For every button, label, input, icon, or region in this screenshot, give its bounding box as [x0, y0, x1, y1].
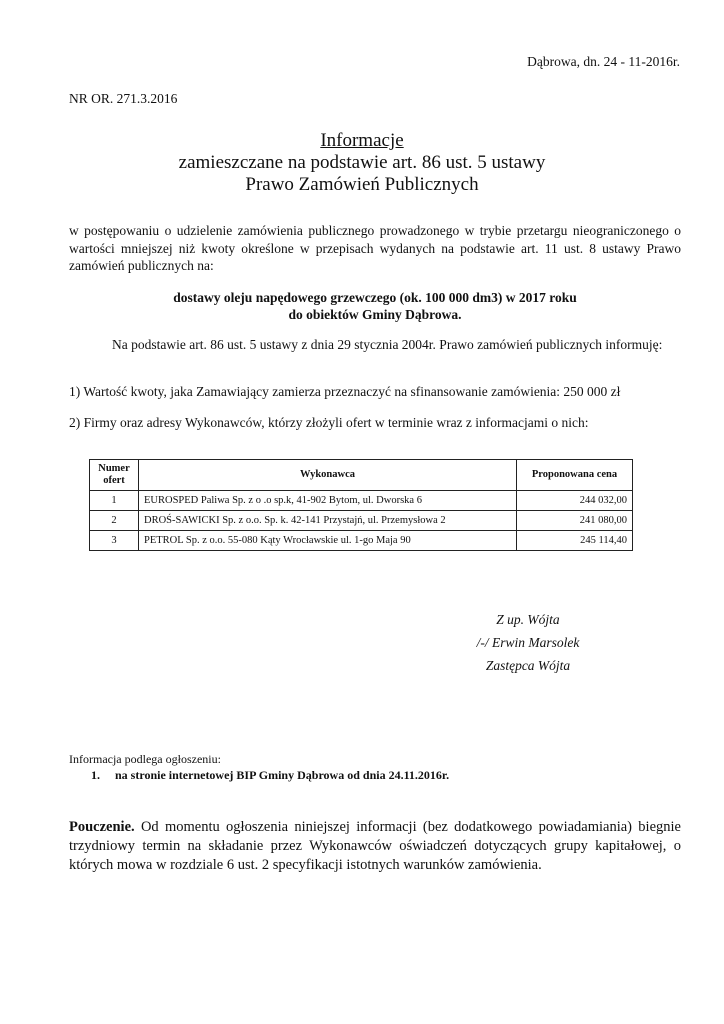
list-marker: 1. — [91, 768, 100, 782]
instruction-paragraph — [69, 818, 681, 875]
publication-notice-text: na stronie internetowej BIP Gminy Dąbrowa od dnia 24.11.2016r. — [115, 768, 450, 782]
offer-price: 245 114,40 — [517, 531, 633, 551]
signature-block — [458, 608, 598, 677]
instruction-text: Od momentu ogłoszenia niniejszej informacji (bez dodatkowego powiadamiania) biegnie trzydniowy termin na składanie przez Wykonawców oświadczeń dotyczących grupy kapitałowej, o których mowa w rozdziale 6 ust. 2 specyfikacji istotnych warunków zamówienia. — [69, 819, 681, 873]
procurement-subject — [69, 289, 681, 323]
title-line-2: zamieszczane na podstawie art. 86 ust. 5 ustawy — [178, 152, 546, 173]
table-row — [90, 491, 633, 511]
header-offer-number — [90, 460, 139, 491]
subject-line-2: do obiektów Gminy Dąbrowa. — [288, 307, 462, 322]
table-row — [90, 531, 633, 551]
signature-name: /-/ Erwin Marsolek — [476, 635, 580, 650]
offer-price: 244 032,00 — [517, 491, 633, 511]
signature-authority: Z up. Wójta — [496, 612, 560, 627]
reference-number: NR OR. 271.3.2016 — [69, 91, 178, 106]
header-price: Proponowana cena — [517, 460, 633, 491]
offers-table — [89, 459, 633, 551]
offer-contractor: PETROL Sp. z o.o. 55-080 Kąty Wrocławskie ul. 1-go Maja 90 — [139, 531, 517, 551]
publication-notice-item — [91, 768, 449, 783]
offer-number: 1 — [90, 491, 139, 511]
header-number-line-2: ofert — [103, 475, 125, 486]
table-header-row — [90, 460, 633, 491]
instruction-lead: Pouczenie. — [69, 819, 135, 835]
header-number-line-1: Numer — [98, 463, 130, 474]
publication-notice-label: Informacja podlega ogłoszeniu: — [69, 752, 221, 766]
offer-number: 2 — [90, 511, 139, 531]
intro-paragraph: w postępowaniu o udzielenie zamówienia publicznego prowadzonego w trybie przetargu nieograniczonego o wartości mniejszej niż kwoty określone w przepisach wydanych na podstawie art. 11 ust. 8 ustawy Prawo zamówień publicznych na: — [69, 223, 681, 273]
point-contractors: 2) Firmy oraz adresy Wykonawców, którzy złożyli ofert w terminie wraz z informacjami o nich: — [69, 415, 589, 430]
offer-number: 3 — [90, 531, 139, 551]
table-row — [90, 511, 633, 531]
subject-line-1: dostawy oleju napędowego grzewczego (ok. 100 000 dm3) w 2017 roku — [173, 290, 577, 305]
title-main: Informacje — [320, 130, 404, 151]
header-contractor: Wykonawca — [139, 460, 517, 491]
title-line-3: Prawo Zamówień Publicznych — [245, 174, 479, 195]
offer-contractor: EUROSPED Paliwa Sp. z o .o sp.k, 41-902 Bytom, ul. Dworska 6 — [139, 491, 517, 511]
point-budget-amount: 1) Wartość kwoty, jaka Zamawiający zamierza przeznaczyć na sfinansowanie zamówienia: 250 000 zł — [69, 384, 621, 399]
document-title — [0, 130, 724, 196]
offer-contractor: DROŚ-SAWICKI Sp. z o.o. Sp. k. 42-141 Przystajń, ul. Przemysłowa 2 — [139, 511, 517, 531]
offer-price: 241 080,00 — [517, 511, 633, 531]
document-date: Dąbrowa, dn. 24 - 11-2016r. — [527, 54, 680, 69]
legal-basis-paragraph: Na podstawie art. 86 ust. 5 ustawy z dnia 29 stycznia 2004r. Prawo zamówień publicznych informuję: — [112, 337, 663, 352]
signature-position: Zastępca Wójta — [485, 658, 571, 673]
